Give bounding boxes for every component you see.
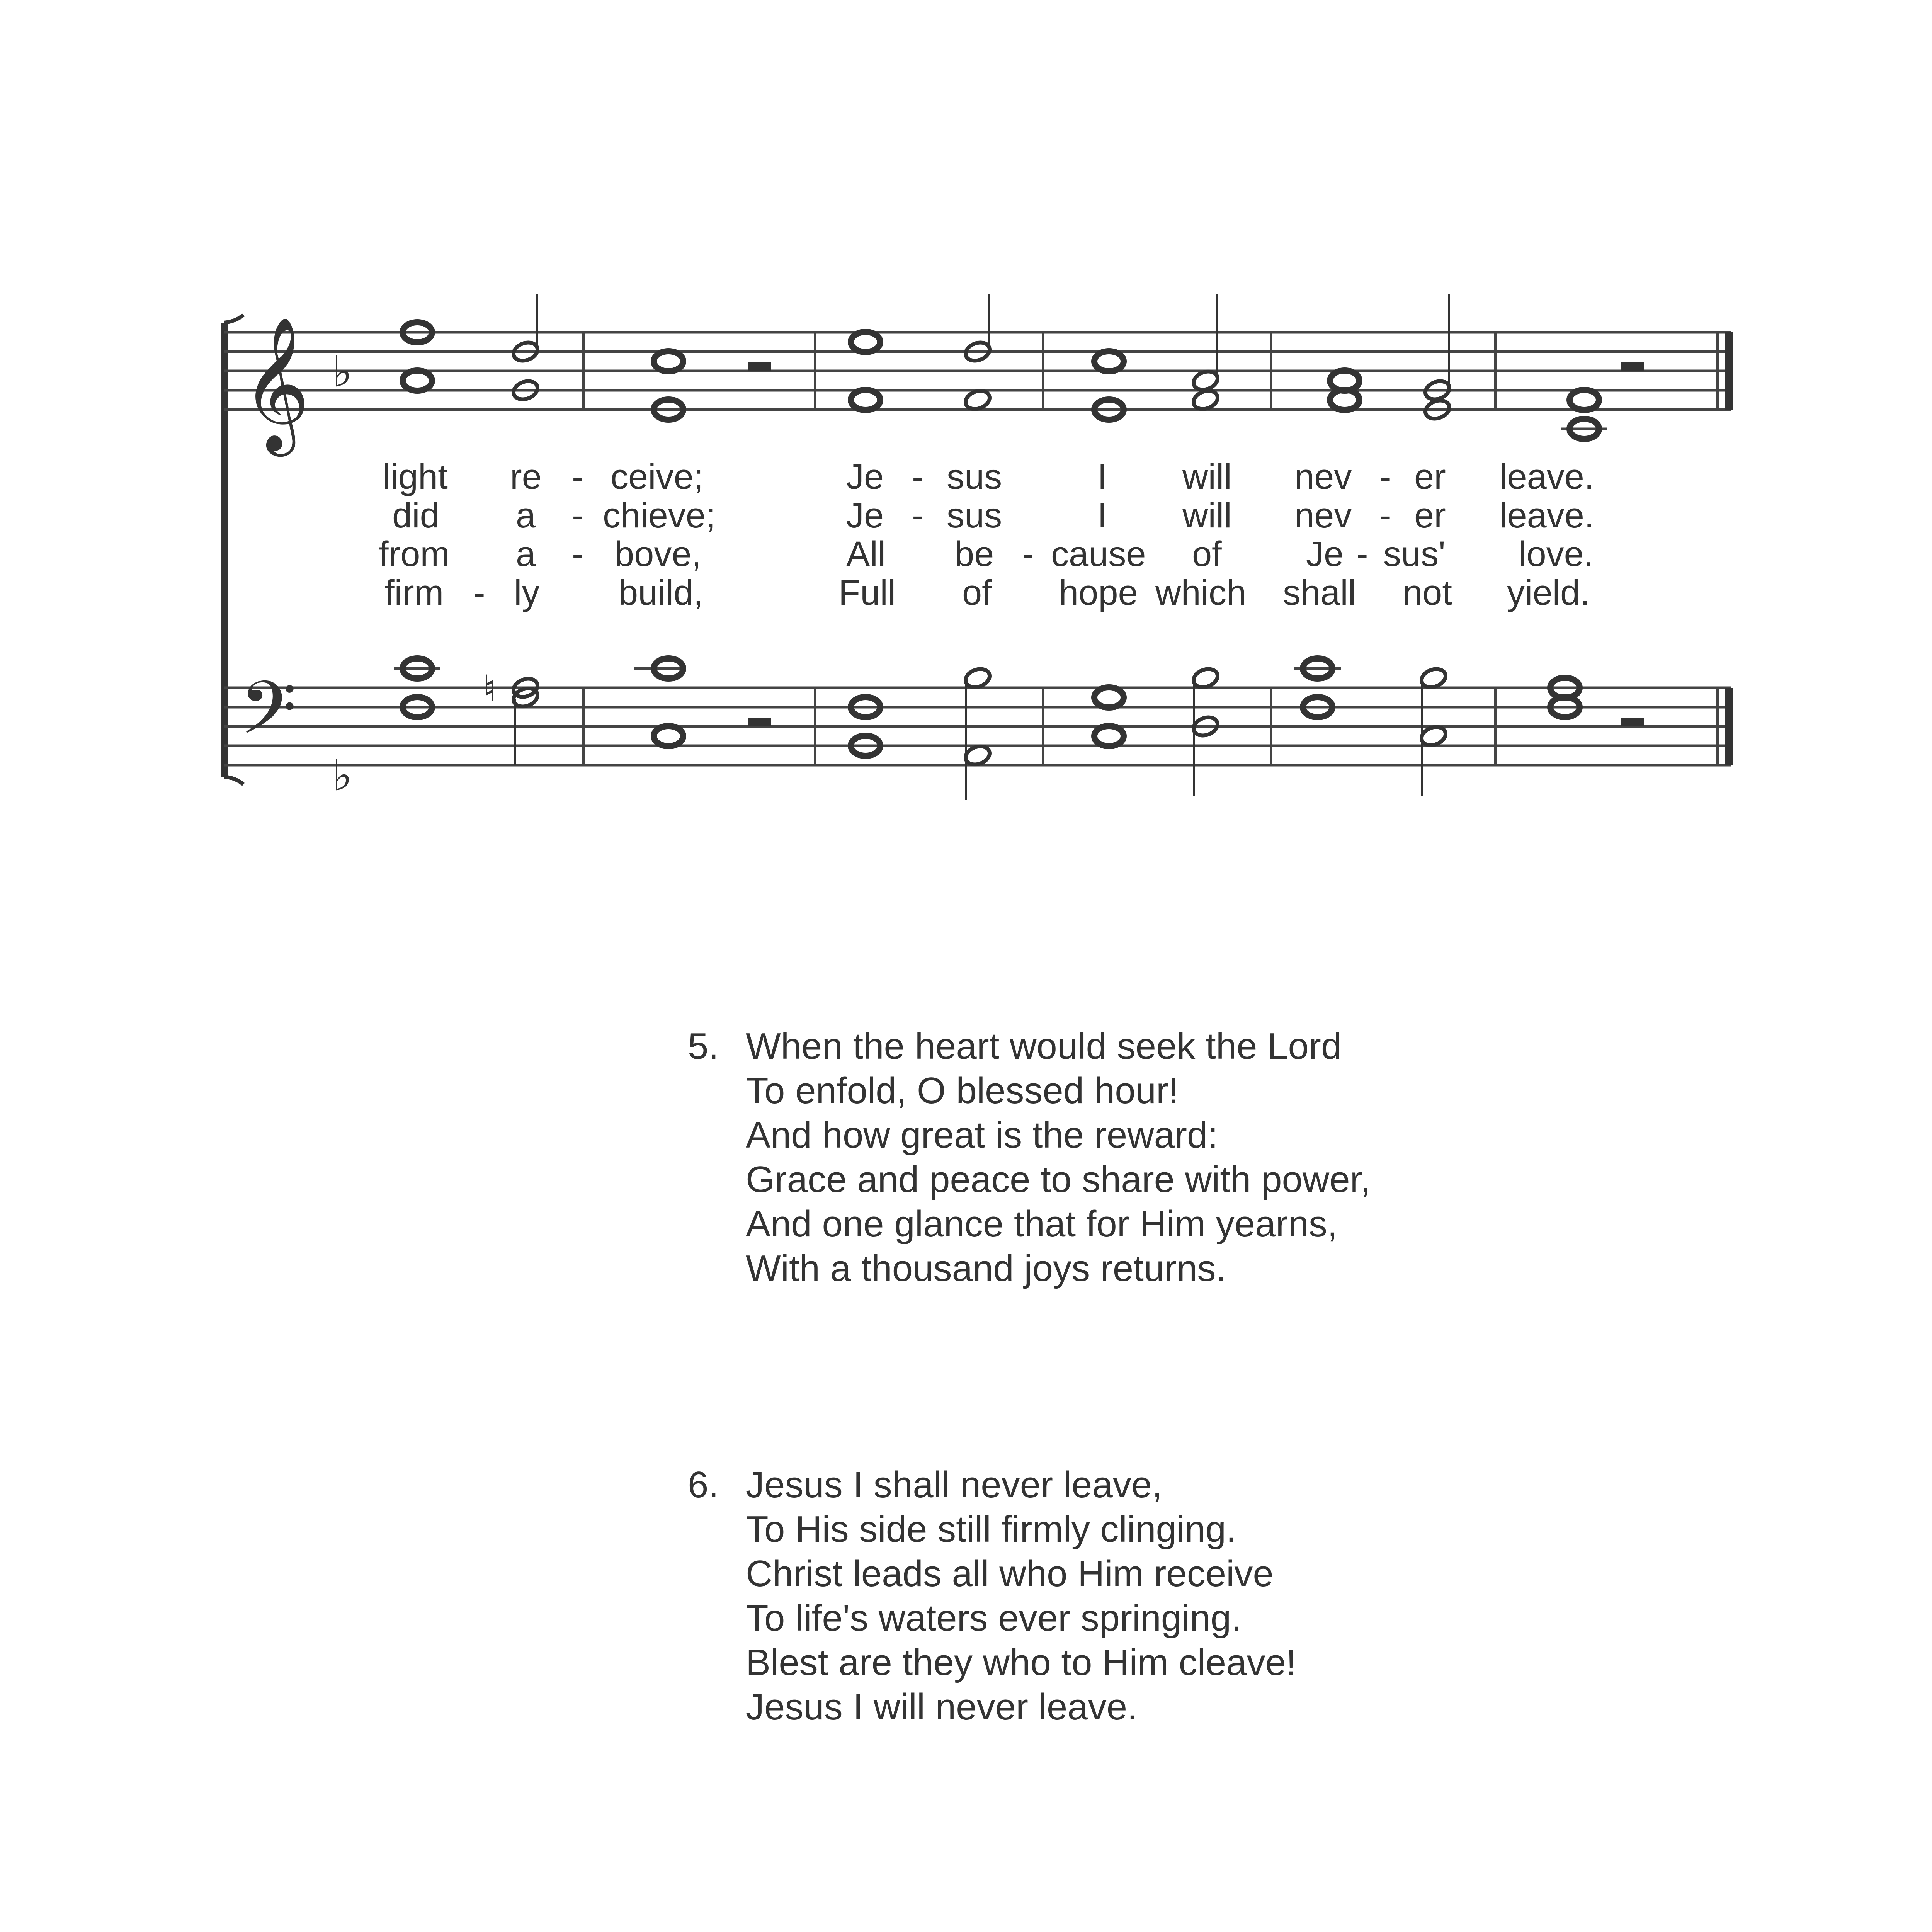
lyric-syllable: leave. xyxy=(1499,496,1594,535)
lyric-syllable: er xyxy=(1414,496,1446,535)
lyrics-row-3 xyxy=(379,534,1594,574)
bass-clef-icon: 𝄢 xyxy=(240,666,297,769)
verse-line: With a thousand joys returns. xyxy=(746,1248,1226,1289)
lyric-syllable: sus xyxy=(947,457,1002,497)
lyric-syllable: - xyxy=(473,573,485,612)
music-score xyxy=(0,0,1932,850)
lyric-syllable: Je xyxy=(846,457,884,497)
lyric-syllable: light xyxy=(383,457,448,497)
lyrics-row-1 xyxy=(383,457,1594,497)
lyric-syllable: nev xyxy=(1294,457,1352,497)
verse-line: To life's waters ever springing. xyxy=(746,1597,1242,1639)
verse-line: To His side still firmly clinging. xyxy=(746,1509,1236,1550)
lyric-syllable: chieve; xyxy=(603,496,716,535)
lyric-syllable: - xyxy=(572,496,584,535)
lyric-syllable: shall xyxy=(1283,573,1356,612)
verse-number: 6. xyxy=(688,1464,719,1505)
lyric-syllable: Full xyxy=(838,573,896,612)
lyrics-row-4 xyxy=(384,573,1590,612)
lyric-syllable: hope xyxy=(1059,573,1138,612)
verse-line: And how great is the reward: xyxy=(746,1114,1218,1156)
lyric-syllable: sus xyxy=(947,496,1002,535)
lyric-syllable: build, xyxy=(618,573,703,612)
lyric-syllable: er xyxy=(1414,457,1446,497)
lyric-syllable: a xyxy=(516,496,536,535)
lyric-syllable: firm xyxy=(384,573,444,612)
lyric-syllable: did xyxy=(392,496,440,535)
lyric-syllable: which xyxy=(1155,573,1247,612)
verse-line: When the heart would seek the Lord xyxy=(746,1026,1342,1067)
lyric-syllable: - xyxy=(1022,534,1034,574)
lyric-syllable: leave. xyxy=(1499,457,1594,497)
treble-key-flat-icon: ♭ xyxy=(332,347,352,396)
lyric-syllable: - xyxy=(1379,457,1391,497)
lyric-syllable: bove, xyxy=(614,534,702,574)
verse-line: To enfold, O blessed hour! xyxy=(746,1070,1179,1111)
treble-notes xyxy=(403,294,1599,439)
lyric-syllable: - xyxy=(572,534,584,574)
lyric-syllable: - xyxy=(912,457,924,497)
bass-key-flat-icon: ♭ xyxy=(332,751,352,800)
lyric-syllable: be xyxy=(954,534,994,574)
lyric-syllable: ceive; xyxy=(611,457,704,497)
lyric-syllable: ly xyxy=(514,573,540,612)
lyric-syllable: Je xyxy=(1306,534,1344,574)
lyric-syllable: - xyxy=(1356,534,1368,574)
lyric-syllable: a xyxy=(516,534,536,574)
lyric-syllable: will xyxy=(1182,457,1232,497)
lyric-syllable: of xyxy=(1192,534,1222,574)
lyric-syllable: love. xyxy=(1519,534,1594,574)
lyric-syllable: yield. xyxy=(1507,573,1590,612)
verse-text xyxy=(746,1024,1750,1291)
lyric-syllable: cause xyxy=(1051,534,1146,574)
verse-line: Blest are they who to Him cleave! xyxy=(746,1642,1296,1683)
verse-text xyxy=(746,1463,1750,1729)
lyric-syllable: not xyxy=(1403,573,1452,612)
bass-staff xyxy=(224,688,1731,765)
verse-line: Grace and peace to share with power, xyxy=(746,1159,1371,1200)
treble-clef-icon: 𝄞 xyxy=(242,316,310,451)
verse-line: Jesus I will never leave. xyxy=(746,1686,1138,1728)
lyric-syllable: - xyxy=(572,457,584,497)
lyric-syllable: I xyxy=(1097,457,1107,497)
lyric-syllable: - xyxy=(912,496,924,535)
lyric-syllable: All xyxy=(846,534,886,574)
lyrics-row-2 xyxy=(392,496,1594,535)
svg-text:♮: ♮ xyxy=(483,668,496,710)
verse-line: And one glance that for Him yearns, xyxy=(746,1203,1338,1245)
bass-notes xyxy=(403,658,1580,800)
lyric-syllable: re xyxy=(510,457,542,497)
lyric-syllable: I xyxy=(1097,496,1107,535)
lyric-syllable: will xyxy=(1182,496,1232,535)
lyric-syllable: - xyxy=(1379,496,1391,535)
verse-number: 5. xyxy=(688,1026,719,1067)
lyric-syllable: sus' xyxy=(1383,534,1446,574)
lyric-syllable: from xyxy=(379,534,450,574)
verse-line: Jesus I shall never leave, xyxy=(746,1464,1162,1505)
lyric-syllable: nev xyxy=(1294,496,1352,535)
lyric-syllable: of xyxy=(962,573,992,612)
lyric-syllable: Je xyxy=(846,496,884,535)
verse-line: Christ leads all who Him receive xyxy=(746,1553,1274,1594)
